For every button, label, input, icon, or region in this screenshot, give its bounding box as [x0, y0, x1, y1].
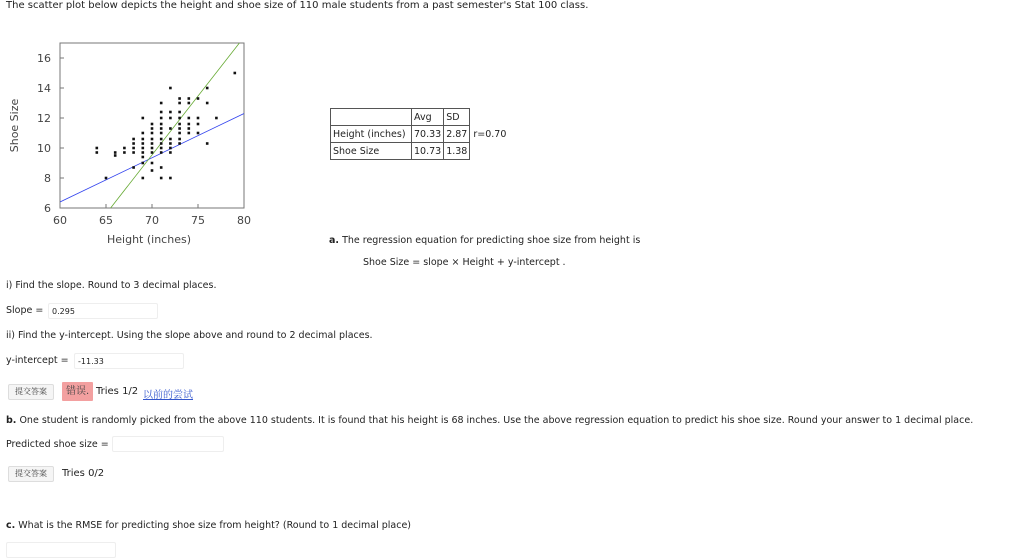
stats-header-avg: Avg — [412, 109, 444, 126]
data-point — [142, 142, 145, 145]
data-point — [178, 142, 181, 145]
data-point — [123, 151, 126, 154]
data-point — [206, 102, 209, 105]
data-point — [197, 132, 200, 135]
data-point — [206, 87, 209, 90]
data-point — [160, 142, 163, 145]
predicted-shoe-input[interactable] — [112, 436, 224, 452]
data-point — [132, 138, 135, 141]
data-point — [96, 151, 99, 154]
stats-row-sd: 1.38 — [444, 143, 470, 160]
data-point — [105, 177, 108, 180]
intro-text: The scatter plot below depicts the height and shoe size of 110 male students from a past semester's Stat 100 class. — [6, 0, 589, 11]
intercept-label: y-intercept = — [6, 355, 69, 366]
data-point — [142, 162, 145, 165]
data-point — [132, 166, 135, 169]
previous-attempts-link[interactable]: 以前的尝试 — [143, 390, 193, 401]
x-tick-label: 60 — [53, 214, 67, 227]
stats-row-height — [331, 126, 509, 143]
data-point — [178, 138, 181, 141]
data-point — [160, 102, 163, 105]
data-point — [197, 117, 200, 120]
x-tick-label: 75 — [191, 214, 205, 227]
data-point — [178, 97, 181, 100]
data-point — [188, 123, 191, 126]
stats-row-label: Shoe Size — [331, 143, 412, 160]
slope-label: Slope = — [6, 305, 44, 316]
stats-header-sd: SD — [444, 109, 470, 126]
data-point — [151, 123, 154, 126]
part-c-text: What is the RMSE for predicting shoe size from height? (Round to 1 decimal place) — [18, 520, 412, 531]
part-c-prompt — [6, 520, 411, 531]
scatter-plot — [0, 40, 260, 255]
data-point — [160, 132, 163, 135]
stats-row-shoe — [331, 143, 509, 160]
data-point — [188, 117, 191, 120]
data-point — [197, 97, 200, 100]
data-point — [160, 117, 163, 120]
wrong-badge: 错误. — [62, 382, 93, 401]
data-point — [132, 147, 135, 150]
part-b-text: One student is randomly picked from the above 110 students. It is found that his height is 68 inches. Use the above regression equation to predict his shoe size. Round your answer to 1 decimal place. — [19, 415, 974, 426]
data-point — [188, 97, 191, 100]
data-point — [114, 151, 117, 154]
regression-equation: Shoe Size = slope × Height + y-intercept . — [363, 257, 566, 268]
slope-input[interactable]: 0.295 — [48, 303, 158, 319]
y-tick-label: 14 — [37, 82, 51, 95]
data-point — [142, 132, 145, 135]
part-b-letter: b. — [6, 415, 17, 426]
data-point — [160, 123, 163, 126]
y-tick-label: 16 — [37, 52, 51, 65]
x-tick-label: 65 — [99, 214, 113, 227]
data-point — [151, 162, 154, 165]
data-point — [169, 151, 172, 154]
x-tick-label: 70 — [145, 214, 159, 227]
data-point — [178, 123, 181, 126]
y-tick-label: 12 — [37, 112, 51, 125]
data-point — [197, 123, 200, 126]
y-tick-label: 6 — [44, 202, 51, 215]
data-point — [132, 151, 135, 154]
stats-header-row — [331, 109, 509, 126]
data-point — [188, 132, 191, 135]
stats-row-avg: 10.73 — [412, 143, 444, 160]
data-point — [151, 169, 154, 172]
question-slope: i) Find the slope. Round to 3 decimal places. — [6, 280, 217, 291]
question-intercept: ii) Find the y-intercept. Using the slope above and round to 2 decimal places. — [6, 330, 373, 341]
data-point — [96, 147, 99, 150]
data-point — [114, 154, 117, 157]
y-tick-label: 10 — [37, 142, 51, 155]
rmse-input[interactable] — [6, 542, 116, 558]
part-a-text: The regression equation for predicting shoe size from height is — [342, 235, 641, 246]
data-point — [151, 151, 154, 154]
data-point — [142, 177, 145, 180]
stats-row-label: Height (inches) — [331, 126, 412, 143]
stats-header-blank — [331, 109, 412, 126]
intercept-input[interactable]: -11.33 — [74, 353, 184, 369]
data-point — [178, 117, 181, 120]
data-point — [160, 127, 163, 130]
data-point — [169, 87, 172, 90]
data-point — [160, 138, 163, 141]
part-a-letter: a. — [329, 235, 340, 246]
data-point — [151, 147, 154, 150]
data-point — [142, 156, 145, 159]
plot-frame — [60, 43, 244, 208]
data-point — [160, 111, 163, 114]
data-point — [142, 151, 145, 154]
predicted-shoe-label: Predicted shoe size = — [6, 439, 109, 450]
data-point — [132, 142, 135, 145]
data-point — [160, 147, 163, 150]
data-point — [151, 132, 154, 135]
data-point — [188, 127, 191, 130]
data-point — [151, 138, 154, 141]
data-point — [160, 166, 163, 169]
data-point — [160, 151, 163, 154]
stats-table — [330, 108, 509, 160]
y-tick-label: 8 — [44, 172, 51, 185]
submit-button-intercept[interactable]: 提交答案 — [8, 384, 54, 400]
data-point — [169, 142, 172, 145]
data-point — [178, 102, 181, 105]
data-point — [178, 111, 181, 114]
data-point — [215, 117, 218, 120]
part-b-prompt — [6, 415, 973, 426]
data-point — [178, 127, 181, 130]
data-point — [169, 138, 172, 141]
stats-row-sd: 2.87 — [444, 126, 470, 143]
data-point — [142, 117, 145, 120]
data-point — [234, 72, 237, 75]
data-point — [160, 177, 163, 180]
x-axis-label: Height (inches) — [107, 233, 191, 246]
data-point — [169, 147, 172, 150]
data-point — [169, 127, 172, 130]
data-point — [142, 138, 145, 141]
data-point — [142, 147, 145, 150]
data-point — [178, 132, 181, 135]
correlation-text: r=0.70 — [473, 128, 507, 140]
tries-b: Tries 0/2 — [62, 468, 105, 479]
data-point — [188, 102, 191, 105]
y-axis-label: Shoe Size — [8, 98, 21, 153]
data-point — [123, 147, 126, 150]
data-point — [169, 111, 172, 114]
stats-row-avg: 70.33 — [412, 126, 444, 143]
submit-button-b[interactable]: 提交答案 — [8, 466, 54, 482]
data-point — [151, 127, 154, 130]
x-tick-label: 80 — [237, 214, 251, 227]
part-a-prompt — [329, 235, 640, 246]
data-point — [206, 142, 209, 145]
data-point — [151, 142, 154, 145]
data-point — [169, 117, 172, 120]
part-c-letter: c. — [6, 520, 16, 531]
tries-intercept: Tries 1/2 — [96, 386, 139, 397]
data-point — [169, 177, 172, 180]
